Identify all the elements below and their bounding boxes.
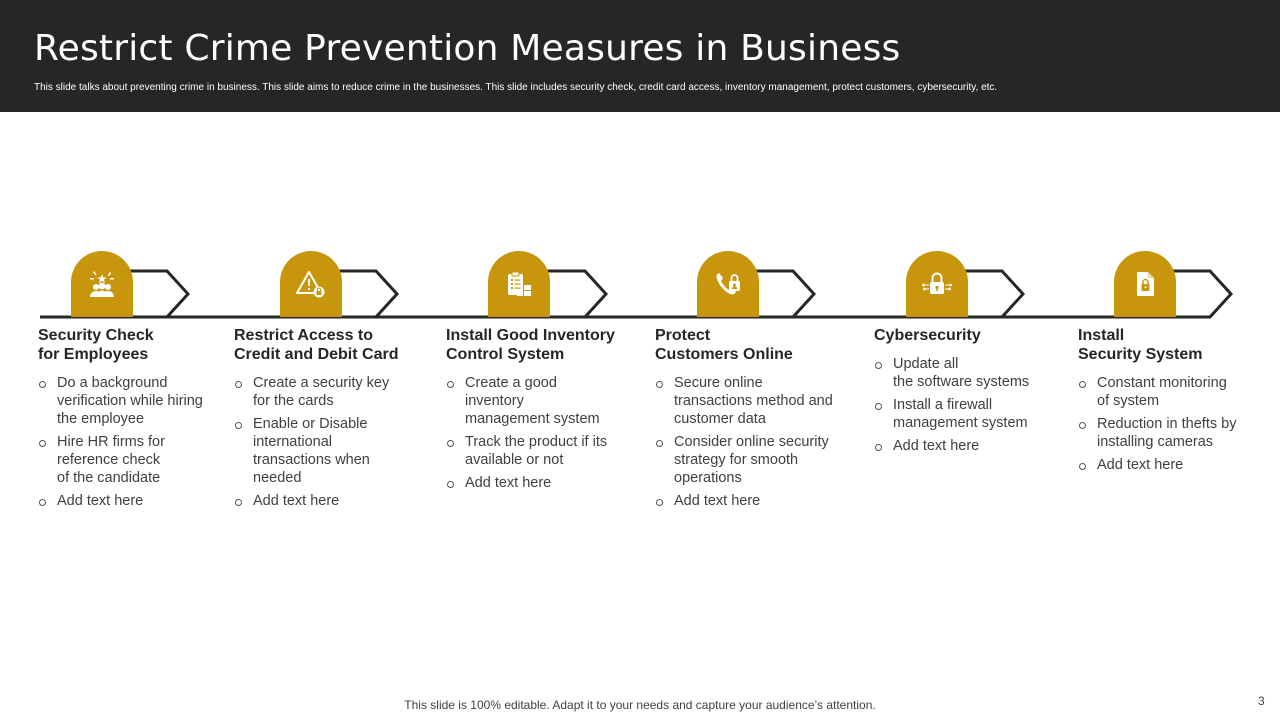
step-protect-customers [655, 326, 855, 515]
network-lock-icon [906, 251, 968, 317]
slide-title: Restrict Crime Prevention Measures in Business [34, 28, 901, 69]
bullet-item: Add text here [655, 492, 855, 510]
slide-footer: This slide is 100% editable. Adapt it to your needs and capture your audience’s attention. [404, 698, 876, 712]
step-title: Install Good Inventory Control System [446, 327, 615, 363]
slide-subtitle: This slide talks about preventing crime in business. This slide aims to reduce crime in the businesses. This slide includes security check, credit card access, inventory management, protect customers, cybersecurity, etc. [34, 82, 998, 93]
bullet-item: Hire HR firms for reference check of the candidate [38, 433, 238, 487]
step-title: Cybersecurity [874, 327, 981, 344]
bullet-list [446, 374, 646, 492]
step-restrict-card-access [234, 326, 434, 515]
secure-document-icon [1114, 251, 1176, 317]
step-title: Restrict Access to Credit and Debit Card [234, 327, 399, 363]
bullet-item: Update all the software systems [874, 355, 1074, 391]
bullet-item: Enable or Disable international transactions when needed [234, 415, 434, 487]
bullet-item: Constant monitoring of system [1078, 374, 1278, 410]
bullet-item: Add text here [1078, 456, 1278, 474]
page-number: 3 [1258, 694, 1265, 708]
bullet-list [234, 374, 434, 510]
bullet-item: Add text here [38, 492, 238, 510]
people-alert-icon [71, 251, 133, 317]
bullet-item: Create a good inventory management system [446, 374, 646, 428]
bullet-list [874, 355, 1074, 455]
bullet-item: Add text here [446, 474, 646, 492]
step-inventory-control [446, 326, 646, 497]
warning-card-icon [280, 251, 342, 317]
bullet-list [38, 374, 238, 510]
bullet-item: Add text here [234, 492, 434, 510]
bullet-item: Create a security key for the cards [234, 374, 434, 410]
inventory-clipboard-icon [488, 251, 550, 317]
bullet-list [655, 374, 855, 510]
bullet-item: Add text here [874, 437, 1074, 455]
bullet-item: Install a firewall management system [874, 396, 1074, 432]
step-security-check [38, 326, 238, 515]
timeline-connector [0, 240, 1280, 330]
step-title: Protect Customers Online [655, 327, 793, 363]
bullet-item: Consider online security strategy for smooth operations [655, 433, 855, 487]
step-security-system [1078, 326, 1278, 479]
bullet-item: Reduction in thefts by installing cameras [1078, 415, 1278, 451]
phone-lock-icon [697, 251, 759, 317]
bullet-item: Track the product if its available or not [446, 433, 646, 469]
bullet-item: Secure online transactions method and customer data [655, 374, 855, 428]
bullet-item: Do a background verification while hiring the employee [38, 374, 238, 428]
bullet-list [1078, 374, 1278, 474]
slide-header [0, 0, 1280, 112]
step-title: Install Security System [1078, 327, 1203, 363]
step-title: Security Check for Employees [38, 327, 154, 363]
step-cybersecurity [874, 326, 1074, 460]
timeline-path [40, 271, 1231, 317]
